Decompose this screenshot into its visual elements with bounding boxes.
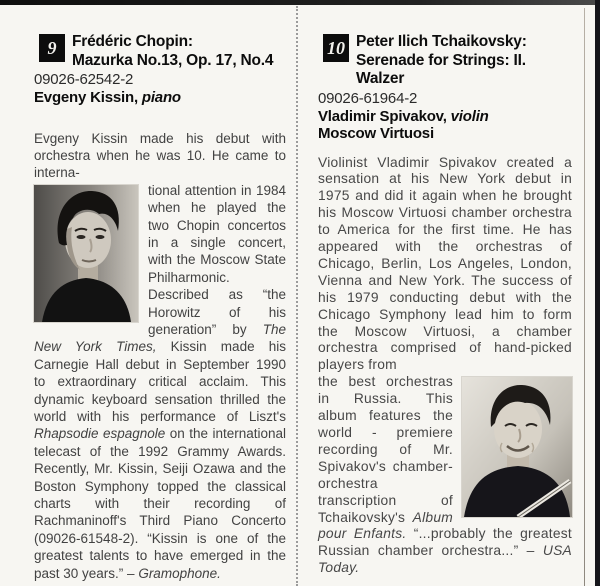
catalog-number: 09026-61964-2	[318, 89, 418, 107]
bio-part1-text: Violinist Vladimir Spivakov created a sensation at his New York debut in 1975 and did it again when he brought his Moscow Virtuosi chamber orchestra to America for the first time. He has appeared with the orchestras of Chicago, Berlin, Los Angeles, London, Vienna and New York. The success of his 1979 conducting debut with the Chicago Symphony lead him to form the Moscow Virtuosi, a chamber orchestra comprised of hand-picked players from	[318, 154, 572, 373]
ensemble-name: Moscow Virtuosi	[318, 125, 434, 142]
artist-credit: Vladimir Spivakov, violin	[318, 107, 489, 125]
work-title: Serenade for Strings: II. Walzer	[356, 51, 526, 87]
track-10-title	[356, 33, 572, 89]
composer-name: Frédéric Chopin:	[72, 33, 193, 50]
center-fold-dotted-line	[296, 6, 298, 586]
track-number-badge: 10	[323, 34, 349, 62]
bio-main-text	[34, 182, 286, 582]
scan-top-edge	[0, 0, 600, 5]
track-9-column	[34, 33, 286, 582]
track-10-biography	[318, 155, 572, 578]
page-crease-line	[584, 8, 585, 586]
artist-credit: Evgeny Kissin, piano	[34, 89, 181, 106]
track-number-badge: 9	[39, 34, 65, 62]
catalog-number: 09026-62542-2	[34, 71, 134, 88]
track-10-header	[318, 33, 572, 89]
bio-main-rich-text: tional attention in 1984 when he played the two Chopin concertos in a single concert, with the Moscow State Philharmonic. Described as “the Horowitz of his generation” by The New York Times, Kissin made his Carnegie Hall debut in September 1990 to extraordinary critical acclaim. This dynamic keyboard sensation thrilled the world with his performance of Liszt's Rhapsodie espagnole on the international telecast of the 1992 Grammy Awards. Recently, Mr. Kissin, Seiji Ozawa and the Boston Symphony topped the classical charts with their recording of Rachmaninoff's Third Piano Concerto (09026-61548-2). “Kissin is one of the greatest talents to have emerged in the past 30 years.” – Gramophone.	[34, 182, 286, 581]
composer-name: Peter Ilich Tchaikovsky:	[356, 33, 527, 50]
bio-part2-text	[318, 374, 572, 577]
bio-intro-text: Evgeny Kissin made his debut with orchestra when he was 10. He came to interna-	[34, 130, 286, 181]
track-10-column	[318, 33, 572, 577]
work-title: Mazurka No.13, Op. 17, No.4	[72, 51, 274, 69]
kissin-photo	[34, 185, 138, 322]
spivakov-photo	[462, 377, 572, 517]
scan-right-edge	[595, 0, 600, 586]
track-9-title	[72, 33, 273, 70]
track-9-header	[34, 33, 286, 70]
bio-part2-rich-text: the best orchestras in Russia. This album features the world - premiere recording of Mr. Spivakov's chamber-orchestra transcription of Tchaikovsky's Album pour Enfants. “...probably the greatest Russian chamber orchestra...” – USA Today.	[318, 374, 572, 576]
track-9-biography	[34, 130, 286, 583]
